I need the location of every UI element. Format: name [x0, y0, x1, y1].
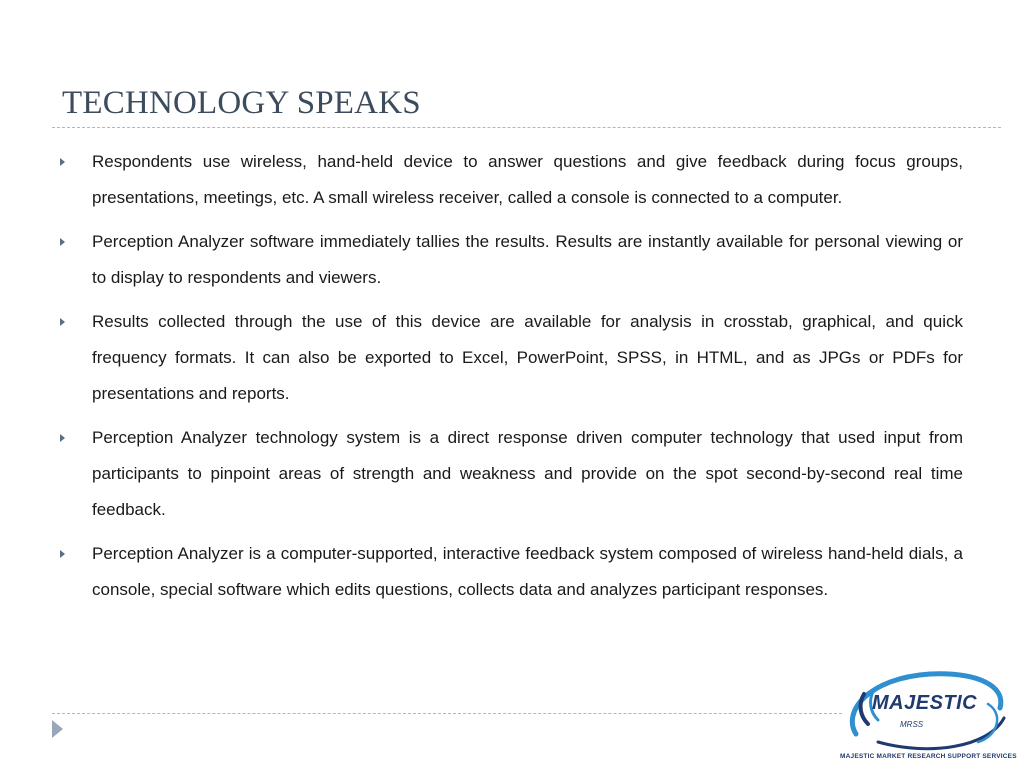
- bullet-text: Results collected through the use of this device are available for analysis in crosstab, graphical, and quick frequency formats. It can also be exported to Excel, PowerPoint, SPSS, in HTML, and as JPGs or PDFs for presentations and reports.: [92, 312, 963, 403]
- bullet-arrow-icon: [60, 550, 65, 558]
- bullet-arrow-icon: [60, 434, 65, 442]
- bullet-item: [54, 420, 963, 528]
- bullet-text: Respondents use wireless, hand-held device to answer questions and give feedback during focus groups, presentations, meetings, etc. A small wireless receiver, called a console is connected to a computer.: [92, 152, 963, 207]
- bullet-text: Perception Analyzer technology system is a direct response driven computer technology that used input from participants to pinpoint areas of strength and weakness and provide on the spot second-by-second real time feedback.: [92, 428, 963, 519]
- bullet-item: [54, 224, 963, 296]
- bullet-list: [54, 144, 963, 616]
- bullet-item: [54, 144, 963, 216]
- slide-title: TECHNOLOGY SPEAKS: [62, 85, 421, 121]
- footer-divider: [52, 713, 842, 714]
- bullet-text: Perception Analyzer software immediately tallies the results. Results are instantly available for personal viewing or to display to respondents and viewers.: [92, 232, 963, 287]
- logo-subtext: MRSS: [900, 720, 924, 729]
- logo-wordmark: MAJESTIC: [872, 692, 978, 714]
- title-divider: [52, 127, 1001, 128]
- bullet-item: [54, 304, 963, 412]
- bullet-arrow-icon: [60, 238, 65, 246]
- bullet-arrow-icon: [60, 318, 65, 326]
- logo-tagline: MAJESTIC MARKET RESEARCH SUPPORT SERVICES: [840, 753, 1017, 760]
- bullet-text: Perception Analyzer is a computer-supported, interactive feedback system composed of wireless hand-held dials, a console, special software which edits questions, collects data and analyzes participant responses.: [92, 544, 963, 599]
- next-slide-arrow-icon[interactable]: [52, 720, 63, 738]
- bullet-item: [54, 536, 963, 608]
- majestic-logo: [838, 664, 1018, 766]
- bullet-arrow-icon: [60, 158, 65, 166]
